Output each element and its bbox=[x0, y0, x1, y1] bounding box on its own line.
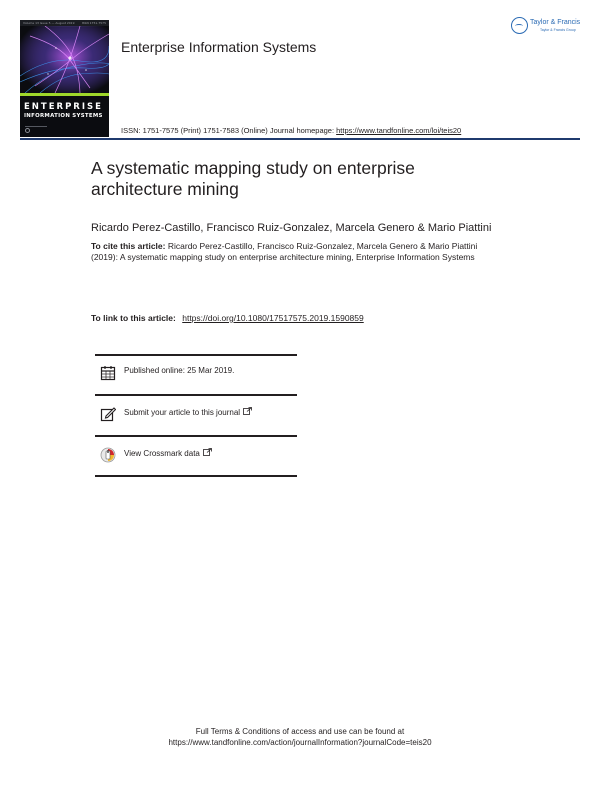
citation-text: Ricardo Perez-Castillo, Francisco Ruiz-Gonzalez, Marcela Genero & Mario Piattini (2019): A systematic mapping study on enterprise architecture mining, Enterprise Information Systems bbox=[91, 241, 478, 262]
crossmark-icon bbox=[100, 447, 116, 463]
article-link-line bbox=[91, 313, 364, 323]
publisher-logo-name: Taylor & Francis bbox=[530, 19, 581, 26]
issn-line bbox=[121, 126, 461, 135]
footer-terms-text: Full Terms & Conditions of access and use can be found at bbox=[195, 727, 405, 736]
journal-homepage-link[interactable]: https://www.tandfonline.com/loi/teis20 bbox=[336, 126, 462, 135]
header-divider bbox=[20, 138, 580, 140]
footer bbox=[0, 726, 600, 748]
doi-link[interactable]: https://doi.org/10.1080/17517575.2019.1590859 bbox=[182, 313, 364, 323]
external-link-icon bbox=[243, 407, 252, 415]
publisher-logo-icon bbox=[511, 17, 528, 34]
article-authors: Ricardo Perez-Castillo, Francisco Ruiz-Gonzalez, Marcela Genero & Mario Piattini bbox=[91, 222, 492, 234]
published-online-row bbox=[95, 355, 297, 395]
cover-artwork bbox=[20, 26, 109, 93]
edit-icon bbox=[100, 406, 116, 422]
crossmark-link[interactable] bbox=[124, 448, 212, 458]
crossmark-row[interactable] bbox=[95, 437, 297, 477]
article-link-label: To link to this article: bbox=[91, 313, 176, 323]
issn-text: ISSN: 1751-7575 (Print) 1751-7583 (Online) Journal homepage: bbox=[121, 126, 335, 135]
citation-label: To cite this article: bbox=[91, 241, 166, 251]
cover-publisher-logo bbox=[25, 126, 47, 132]
external-link-icon bbox=[203, 448, 212, 456]
publisher-logo-sub: Taylor & Francis Group bbox=[540, 28, 576, 32]
publisher-logo[interactable] bbox=[510, 16, 586, 38]
cover-word-enterprise: ENTERPRISE bbox=[24, 102, 103, 112]
citation-block bbox=[91, 241, 501, 263]
crossmark-text: View Crossmark data bbox=[124, 449, 200, 458]
cover-top-left-text: Volume 13 Issue 5 — August 2019 bbox=[23, 21, 75, 25]
published-online-text: Published online: 25 Mar 2019. bbox=[124, 366, 235, 375]
submit-article-link[interactable] bbox=[124, 407, 252, 417]
cover-top-right-text: ISSN 1751-7575 bbox=[81, 21, 106, 25]
cover-word-information-systems: INFORMATION SYSTEMS bbox=[24, 113, 103, 119]
journal-title: Enterprise Information Systems bbox=[121, 39, 317, 55]
calendar-icon bbox=[100, 365, 116, 381]
article-title: A systematic mapping study on enterprise architecture mining bbox=[91, 158, 415, 199]
submit-article-text: Submit your article to this journal bbox=[124, 408, 241, 417]
journal-cover-image bbox=[20, 20, 109, 137]
footer-terms-link[interactable]: https://www.tandfonline.com/action/journalInformation?journalCode=teis20 bbox=[168, 738, 432, 747]
submit-article-row[interactable] bbox=[95, 396, 297, 436]
cover-green-band bbox=[20, 93, 109, 96]
divider bbox=[95, 475, 297, 477]
